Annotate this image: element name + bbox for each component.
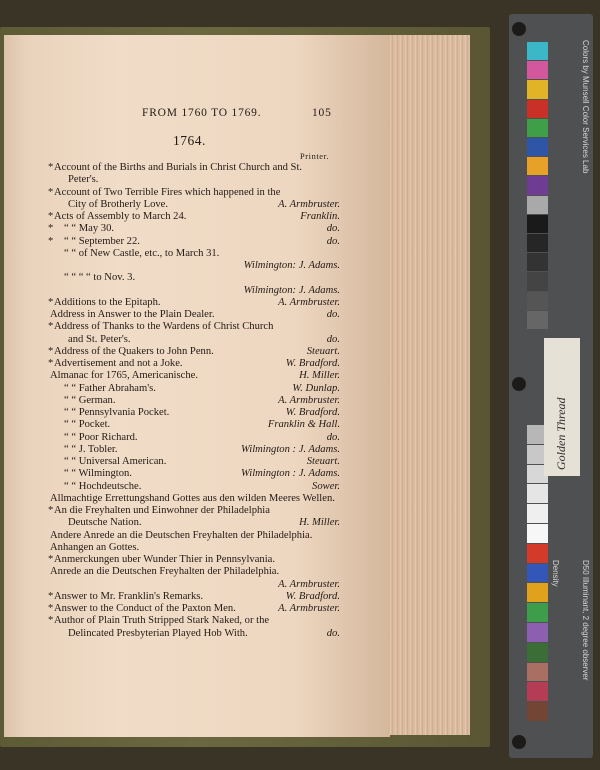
reprint-asterisk: * bbox=[48, 162, 54, 173]
color-patch bbox=[527, 80, 548, 98]
entry-title: Anmerckungen uber Wunder Thier in Pennsylvania. bbox=[54, 554, 276, 565]
entry-printer: W. Bradford. bbox=[285, 590, 340, 602]
entry-title: Account of Two Terrible Fires which happened in the bbox=[54, 186, 281, 198]
color-patch bbox=[527, 253, 548, 271]
color-patch bbox=[527, 272, 548, 290]
reprint-asterisk: * bbox=[48, 554, 54, 565]
entry-printer: H. Miller. bbox=[299, 517, 340, 529]
entry-printer: W. Dunlap. bbox=[292, 382, 340, 394]
color-patch bbox=[527, 524, 548, 543]
entry-title: Author of Plain Truth Stripped Stark Naked, or the bbox=[54, 615, 270, 627]
color-patch bbox=[527, 663, 548, 682]
density-label: Density bbox=[551, 560, 560, 587]
brand-label: Colors by Munsell Color Services Lab bbox=[581, 40, 590, 174]
entry-title: Almanac for 1765, Americanische. bbox=[50, 370, 198, 382]
entry-title: “ “ J. Tobler. bbox=[64, 443, 118, 455]
observer-label: D50 Illuminant, 2 degree observer bbox=[581, 560, 590, 681]
year-heading: 1764. bbox=[173, 133, 206, 148]
entry-printer: A. Armbruster. bbox=[278, 394, 340, 406]
entry-printer: do. bbox=[326, 431, 340, 443]
reprint-asterisk: * bbox=[48, 223, 54, 235]
entry-title: “ “ Pocket. bbox=[64, 419, 111, 431]
entry-printer: do. bbox=[326, 627, 340, 639]
color-patch bbox=[527, 196, 548, 214]
reprint-asterisk: * bbox=[48, 296, 54, 308]
color-patch bbox=[527, 643, 548, 662]
entry-title: Address of the Quakers to John Penn. bbox=[54, 345, 214, 357]
reprint-asterisk: * bbox=[48, 590, 54, 602]
color-patch bbox=[527, 42, 548, 60]
entry-title: Acts of Assembly to March 24. bbox=[54, 211, 187, 222]
entry-title: “ “ Wilmington. bbox=[64, 468, 132, 480]
entry-title: “ “ May 30. bbox=[64, 223, 115, 235]
color-patch bbox=[527, 484, 548, 503]
target-hole-top bbox=[512, 22, 526, 36]
entry-title: “ “ Father Abraham's. bbox=[64, 382, 156, 394]
entry-printer: Wilmington: J. Adams. bbox=[243, 284, 340, 296]
color-patch bbox=[527, 702, 548, 721]
entry-title: City of Brotherly Love. bbox=[68, 198, 169, 210]
entry-title: “ “ German. bbox=[64, 394, 116, 406]
entry-printer: H. Miller. bbox=[299, 370, 340, 382]
book-page bbox=[4, 35, 390, 737]
entry-title: Allmachtige Errettungshand Gottes aus den wilden Meeres Wellen. bbox=[50, 492, 335, 504]
entry-printer: A. Armbruster. bbox=[278, 198, 340, 210]
target-hole-bottom bbox=[512, 735, 526, 749]
entry-title: Advertisement and not a Joke. bbox=[54, 358, 183, 369]
entry-printer: Franklin & Hall. bbox=[267, 419, 340, 431]
entry-title: Andere Anrede an die Deutschen Freyhalten der Philadelphia. bbox=[50, 529, 313, 541]
entry-title: “ “ Pennsylvania Pocket. bbox=[64, 407, 170, 418]
entry-title: Peter's. bbox=[68, 174, 99, 186]
entry-title: Delincated Presbyterian Played Hob With. bbox=[68, 627, 248, 639]
entry-title: Deutsche Nation. bbox=[68, 517, 142, 529]
color-patch bbox=[527, 157, 548, 175]
color-patch bbox=[527, 119, 548, 137]
color-patch bbox=[527, 682, 548, 701]
entry-printer: Steuart. bbox=[306, 456, 340, 467]
entry-printer: do. bbox=[326, 309, 340, 320]
color-patch bbox=[527, 311, 548, 329]
entry-printer: Wilmington : J. Adams. bbox=[241, 443, 340, 455]
color-patch bbox=[527, 292, 548, 310]
reprint-asterisk: * bbox=[48, 345, 54, 357]
color-patch bbox=[527, 176, 548, 194]
entry-title: An die Freyhalten und Einwohner der Philadelphia bbox=[54, 505, 270, 516]
color-patch bbox=[527, 61, 548, 79]
entry-title: and St. Peter's. bbox=[68, 333, 131, 345]
entry-title: Anrede an die Deutschen Freyhalten der Philadelphia. bbox=[50, 566, 280, 578]
golden-thread-label: Golden Thread bbox=[554, 397, 568, 470]
page-number: 105 bbox=[312, 107, 332, 119]
entry-title: “ “ Universal American. bbox=[64, 456, 167, 467]
entry-printer: Wilmington : J. Adams. bbox=[241, 468, 340, 480]
entry-printer: Sower. bbox=[312, 480, 340, 492]
entry-printer: W. Bradford. bbox=[285, 358, 340, 369]
printer-column-heading: Printer. bbox=[300, 152, 330, 161]
color-patch bbox=[527, 544, 548, 563]
color-patch bbox=[527, 234, 548, 252]
entry-title: Address of Thanks to the Wardens of Christ Church bbox=[54, 321, 274, 333]
color-patch bbox=[527, 138, 548, 156]
color-patch bbox=[527, 100, 548, 118]
entry-title: “ “ of New Castle, etc., to March 31. bbox=[64, 247, 220, 259]
entry-title: Additions to the Epitaph. bbox=[54, 296, 161, 308]
entry-printer: Steuart. bbox=[306, 345, 340, 357]
entry-title: “ “ Poor Richard. bbox=[64, 431, 138, 443]
reprint-asterisk: * bbox=[48, 603, 54, 614]
entry-printer: A. Armbruster. bbox=[278, 603, 340, 614]
entry-title: “ “ Hochdeutsche. bbox=[64, 480, 142, 492]
reprint-asterisk: * bbox=[48, 211, 54, 222]
entry-title: Account of the Births and Burials in Christ Church and St. bbox=[54, 162, 303, 173]
entry-title: “ “ September 22. bbox=[64, 235, 140, 247]
entry-printer: A. Armbruster. bbox=[278, 296, 340, 308]
reprint-asterisk: * bbox=[48, 358, 54, 369]
color-patch bbox=[527, 504, 548, 523]
entry-printer: do. bbox=[326, 235, 340, 247]
reprint-asterisk: * bbox=[48, 186, 54, 198]
color-patch bbox=[527, 564, 548, 583]
reprint-asterisk: * bbox=[48, 235, 54, 247]
reprint-asterisk: * bbox=[48, 505, 54, 516]
entry-printer: do. bbox=[326, 333, 340, 345]
entry-printer: W. Bradford. bbox=[285, 407, 340, 418]
entry-title: Answer to Mr. Franklin's Remarks. bbox=[54, 590, 204, 602]
running-head: FROM 1760 TO 1769. bbox=[142, 107, 262, 119]
entry-title: Answer to the Conduct of the Paxton Men. bbox=[54, 603, 236, 614]
reprint-asterisk: * bbox=[48, 615, 54, 627]
entry-title: Address in Answer to the Plain Dealer. bbox=[50, 309, 215, 320]
page-edges bbox=[384, 35, 470, 735]
entry-printer: do. bbox=[326, 223, 340, 235]
color-patch bbox=[527, 215, 548, 233]
entry-printer: A. Armbruster. bbox=[278, 578, 340, 590]
reprint-asterisk: * bbox=[48, 321, 54, 333]
entry-printer: Wilmington: J. Adams. bbox=[243, 260, 340, 271]
color-patch bbox=[527, 583, 548, 602]
target-hole-middle bbox=[512, 377, 526, 391]
entry-title: “ “ “ “ to Nov. 3. bbox=[64, 272, 136, 284]
entry-printer: Franklin. bbox=[300, 211, 340, 222]
entry-title: Anhangen an Gottes. bbox=[50, 541, 140, 553]
color-patch bbox=[527, 623, 548, 642]
color-patch bbox=[527, 603, 548, 622]
